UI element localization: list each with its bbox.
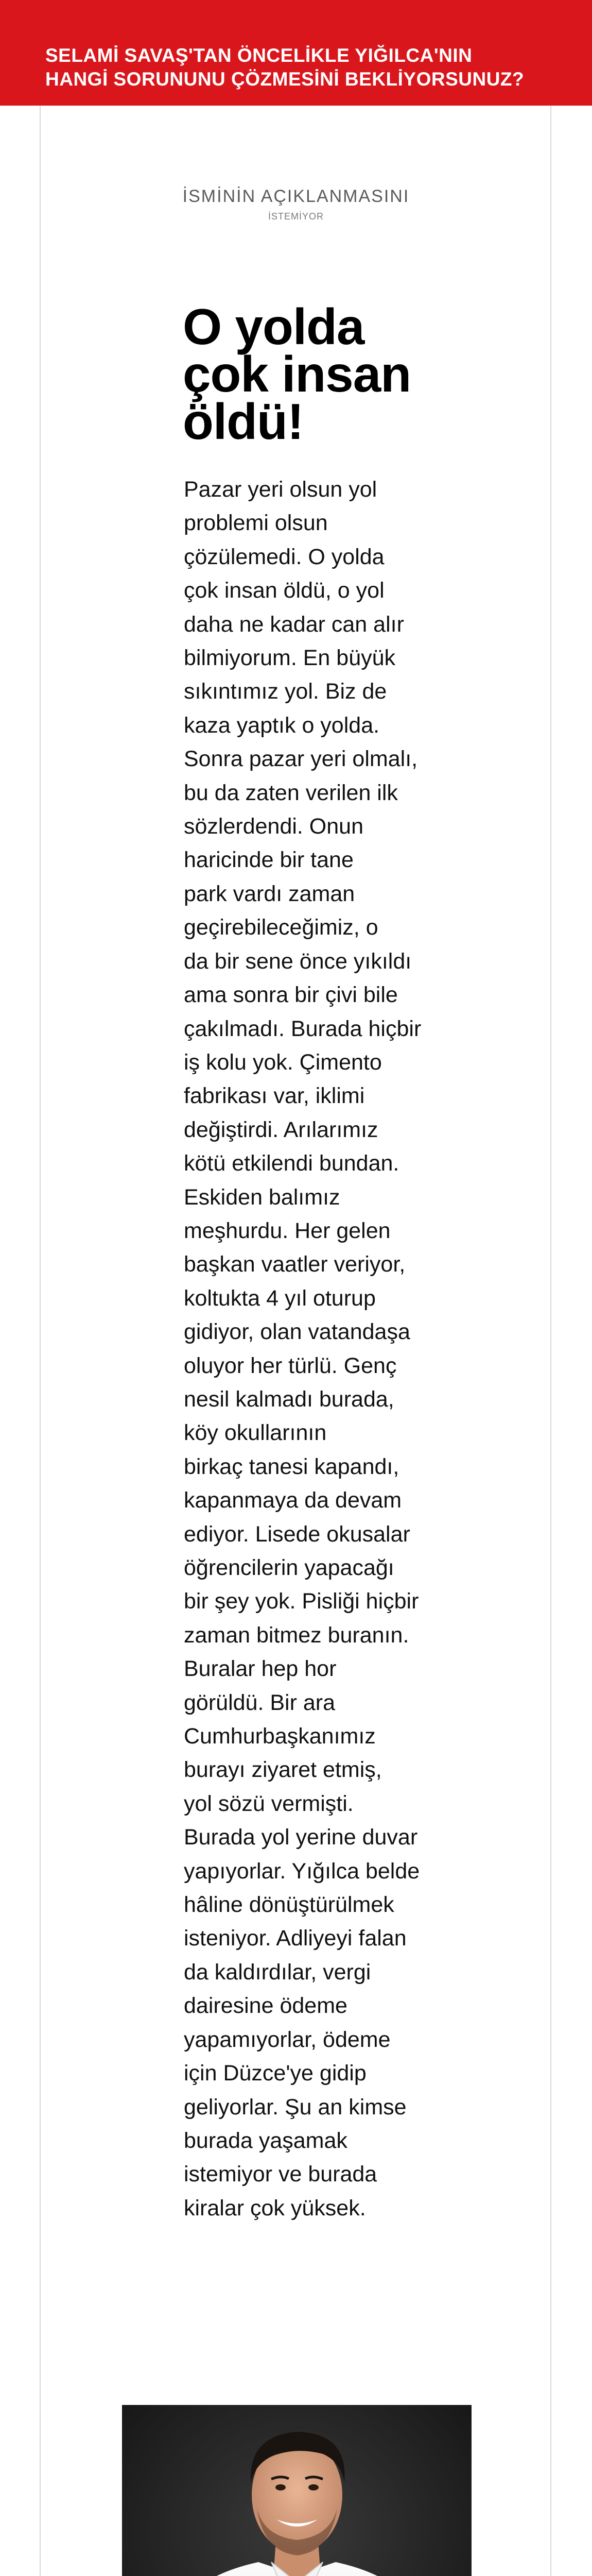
article-body-line: başkan vaatler veriyor,: [184, 1252, 406, 1277]
article-body-line: Buralar hep hor: [184, 1656, 337, 1682]
article-body-line: isteniyor. Adliyeyi falan: [184, 1926, 407, 1951]
article-body-line: koltukta 4 yıl oturup: [184, 1285, 376, 1311]
article-body-line: haricinde bir tane: [184, 848, 354, 873]
article-body-line: yol sözü vermişti.: [184, 1791, 354, 1816]
article-body-line: birkaç tanesi kapandı,: [184, 1454, 399, 1479]
article-body-line: öğrencilerin yapacağı: [184, 1555, 394, 1580]
article-body-line: hâline dönüştürülmek: [184, 1892, 394, 1918]
article-body-line: meşhurdu. Her gelen: [184, 1218, 391, 1243]
article-body-line: bilmiyorum. En büyük: [184, 646, 396, 671]
headline-line-1: O yolda: [183, 298, 364, 355]
article-body-line: sözlerdendi. Onun: [184, 814, 363, 839]
headline-line-3: öldü!: [183, 393, 304, 450]
article-body-line: da bir sene önce yıkıldı: [184, 948, 412, 974]
article-body-line: geliyorlar. Şu an kimse: [184, 2094, 407, 2120]
banner-title-line-2: HANGİ SORUNUNU ÇÖZMESİNİ BEKLİYORSUNUZ?: [45, 69, 525, 90]
article-body-line: Eskiden balımız: [184, 1184, 340, 1210]
article-body-line: nesil kalmadı burada,: [184, 1386, 394, 1412]
article-body-line: burada yaşamak: [184, 2128, 347, 2153]
article-body-line: problemi olsun: [184, 511, 328, 536]
article-body-line: geçirebileceğimiz, o: [184, 915, 378, 940]
article-body-line: görüldü. Bir ara: [184, 1690, 335, 1715]
article-body-line: ediyor. Lisede okusalar: [184, 1521, 410, 1547]
article-body-line: çözülemedi. O yolda: [184, 544, 385, 569]
article-body-line: için Düzce'ye gidip: [184, 2061, 367, 2086]
article-body-line: gidiyor, olan vatandaşa: [184, 1319, 410, 1345]
article-body-line: kapanmaya da devam: [184, 1488, 402, 1513]
portrait-photo: [122, 2405, 472, 2576]
article-headline: [183, 298, 471, 450]
headline-line-2: çok insan: [183, 346, 411, 402]
article-body-line: Pazar yeri olsun yol: [184, 477, 377, 502]
article-body-line: bir şey yok. Pisliği hiçbir: [184, 1589, 419, 1614]
article-body-line: bu da zaten verilen ilk: [184, 780, 398, 805]
article-body-line: burayı ziyaret etmiş,: [184, 1757, 382, 1783]
article-body-line: fabrikası var, iklimi: [184, 1083, 365, 1109]
article-body-line: park vardı zaman: [184, 881, 355, 906]
article-body-line: köy okullarının: [184, 1420, 327, 1446]
article-body-line: ama sonra bir çivi bile: [184, 982, 398, 1008]
article-body-line: çok insan öldü, o yol: [184, 578, 385, 603]
article-body-line: sıkıntımız yol. Biz de: [184, 679, 387, 704]
article-body-line: istemiyor ve burada: [184, 2162, 377, 2187]
article-body-line: zaman bitmez buranın.: [184, 1622, 409, 1648]
article-body-line: da kaldırdılar, vergi: [184, 1959, 371, 1985]
article-body-line: değiştirdi. Arılarımız: [184, 1117, 378, 1142]
article-body-line: kaza yaptık o yolda.: [184, 713, 380, 738]
article-body-line: yapamıyorlar, ödeme: [184, 2027, 391, 2052]
header-banner: [0, 0, 592, 106]
article-body-line: kötü etkilendi bundan.: [184, 1151, 399, 1176]
banner-title-line-1: SELAMİ SAVAŞ'TAN ÖNCELİKLE YIĞILCA'NIN: [45, 45, 473, 66]
article-body: [184, 473, 444, 2225]
article-body-line: yapıyorlar. Yığılca belde: [184, 1858, 420, 1884]
article-body-line: Sonra pazar yeri olmalı,: [184, 747, 418, 772]
article-body-line: oluyor her türlü. Genç: [184, 1353, 397, 1378]
article-body-line: Cumhurbaşkanımız: [184, 1724, 376, 1749]
source-note: İSTEMİYOR: [268, 211, 324, 222]
article-body-line: daha ne kadar can alır: [184, 612, 404, 637]
article-body-line: kiralar çok yüksek.: [184, 2195, 366, 2221]
portrait-illustration: [122, 2405, 472, 2576]
article-body-line: dairesine ödeme: [184, 1993, 347, 2019]
banner-title: [45, 44, 560, 91]
source-name: İSMİNİN AÇIKLANMASINI: [182, 187, 410, 206]
article-body-line: Burada yol yerine duvar: [184, 1825, 418, 1850]
article-body-line: iş kolu yok. Çimento: [184, 1049, 382, 1075]
article-body-line: çakılmadı. Burada hiçbir: [184, 1016, 422, 1041]
